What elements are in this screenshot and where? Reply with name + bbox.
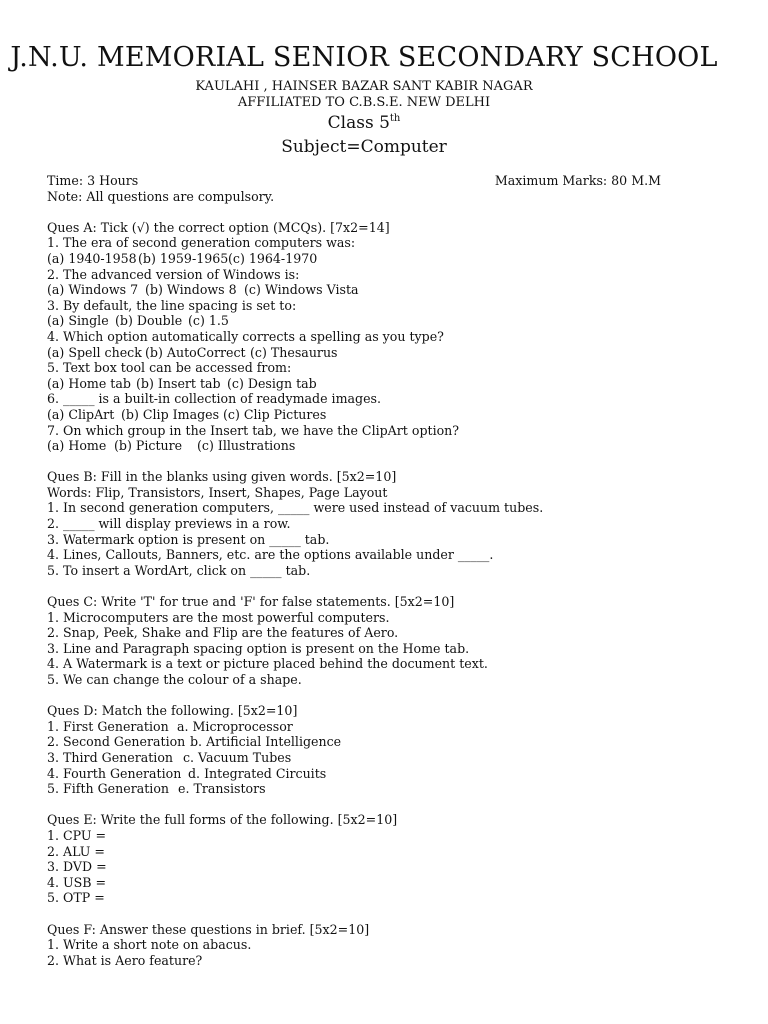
mcq-options <box>47 376 727 392</box>
mcq-option: (c) 1964-1970 <box>228 250 318 266</box>
exam-body <box>47 173 727 968</box>
section-d-heading: Ques D: Match the following. [5x2=10] <box>47 703 298 719</box>
match-left: 2. Second Generation <box>47 734 186 750</box>
full-form-item: 5. OTP = <box>47 890 105 906</box>
mcq-question: 5. Text box tool can be accessed from: <box>47 360 292 376</box>
mcq-option: (a) Home <box>47 438 107 454</box>
short-answer-item: 1. Write a short note on abacus. <box>47 937 252 953</box>
spacer <box>47 454 727 470</box>
word-bank: Words: Flip, Transistors, Insert, Shapes, Page Layout <box>47 484 388 500</box>
section-f-heading: Ques F: Answer these questions in brief. [5x2=10] <box>47 921 370 937</box>
spacer <box>47 906 727 922</box>
match-right: d. Integrated Circuits <box>188 765 327 781</box>
match-left: 4. Fourth Generation <box>47 765 182 781</box>
mcq-option: (c) 1.5 <box>188 313 229 329</box>
mcq-question: 1. The era of second generation computers was: <box>47 235 356 251</box>
match-row <box>47 766 727 782</box>
mcq-option: (a) Home tab <box>47 375 131 391</box>
match-row <box>47 781 727 797</box>
spacer <box>47 578 727 594</box>
fill-blank-item: 5. To insert a WordArt, click on _____ tab. <box>47 562 311 578</box>
fill-blank-item: 1. In second generation computers, _____ were used instead of vacuum tubes. <box>47 500 544 516</box>
match-left: 3. Third Generation <box>47 749 174 765</box>
mcq-option: (b) Double <box>115 313 183 329</box>
fill-blank-item: 4. Lines, Callouts, Banners, etc. are the options available under _____. <box>47 547 494 563</box>
true-false-item: 2. Snap, Peek, Shake and Flip are the features of Aero. <box>47 625 399 641</box>
spacer <box>47 204 727 220</box>
mcq-options <box>47 407 727 423</box>
fill-blank-item: 3. Watermark option is present on _____ tab. <box>47 531 330 547</box>
mcq-option: (a) 1940-1958 <box>47 250 137 266</box>
full-form-item: 3. DVD = <box>47 859 107 875</box>
mcq-option: (c) Thesaurus <box>250 344 338 360</box>
maximum-marks: Maximum Marks: 80 M.M <box>494 173 661 188</box>
subject-title: Subject=Computer <box>281 137 447 157</box>
mcq-option: (b) Windows 8 <box>145 282 237 298</box>
mcq-option: (b) Clip Images <box>121 406 220 422</box>
full-form-item: 2. ALU = <box>47 843 105 859</box>
mcq-option: (b) Picture <box>114 438 183 454</box>
short-answer-item: 2. What is Aero feature? <box>47 952 203 968</box>
mcq-question: 4. Which option automatically corrects a spelling as you type? <box>47 328 444 344</box>
mcq-option: (c) Design tab <box>227 375 317 391</box>
mcq-options <box>47 313 727 329</box>
match-right: c. Vacuum Tubes <box>183 749 292 765</box>
mcq-question: 2. The advanced version of Windows is: <box>47 266 300 282</box>
true-false-item: 4. A Watermark is a text or picture placed behind the document text. <box>47 656 488 672</box>
section-c-heading: Ques C: Write 'T' for true and 'F' for false statements. [5x2=10] <box>47 594 455 610</box>
match-right: b. Artificial Intelligence <box>190 734 342 750</box>
section-a-heading: Ques A: Tick (√) the correct option (MCQs). [7x2=14] <box>47 219 390 235</box>
mcq-option: (b) 1959-1965 <box>138 250 229 266</box>
match-left: 5. Fifth Generation <box>47 781 170 797</box>
true-false-item: 1. Microcomputers are the most powerful computers. <box>47 609 390 625</box>
section-e-heading: Ques E: Write the full forms of the following. [5x2=10] <box>47 812 398 828</box>
mcq-option: (b) Insert tab <box>136 375 221 391</box>
mcq-options <box>47 438 727 454</box>
class-label: Class 5 <box>327 113 390 133</box>
mcq-question: 6. _____ is a built-in collection of readymade images. <box>47 391 382 407</box>
mcq-option: (a) Spell check <box>47 344 142 360</box>
school-address: KAULAHI , HAINSER BAZAR SANT KABIR NAGAR <box>195 79 533 94</box>
class-title <box>0 113 728 133</box>
match-row <box>47 734 727 750</box>
mcq-option: (c) Clip Pictures <box>223 406 327 422</box>
time-allowed: Time: 3 Hours <box>47 173 139 188</box>
exam-note: Note: All questions are compulsory. <box>47 188 275 204</box>
match-row <box>47 719 727 735</box>
mcq-question: 3. By default, the line spacing is set to: <box>47 297 297 313</box>
match-row <box>47 750 727 766</box>
mcq-question: 7. On which group in the Insert tab, we have the ClipArt option? <box>47 422 460 438</box>
true-false-item: 5. We can change the colour of a shape. <box>47 672 302 687</box>
mcq-option: (a) ClipArt <box>47 406 115 422</box>
mcq-option: (b) AutoCorrect <box>145 344 246 360</box>
full-form-item: 1. CPU = <box>47 827 107 843</box>
mcq-options <box>47 345 727 361</box>
true-false-item: 3. Line and Paragraph spacing option is present on the Home tab. <box>47 640 470 656</box>
school-name: J.N.U. MEMORIAL SENIOR SECONDARY SCHOOL <box>10 42 718 73</box>
class-suffix: th <box>389 113 401 124</box>
mcq-options <box>47 282 727 298</box>
spacer <box>47 688 727 704</box>
match-right: e. Transistors <box>178 781 266 797</box>
mcq-option: (c) Illustrations <box>197 438 296 454</box>
mcq-option: (a) Windows 7 <box>47 282 139 298</box>
match-right: a. Microprocessor <box>177 718 293 734</box>
section-b-heading: Ques B: Fill in the blanks using given words. [5x2=10] <box>47 469 397 485</box>
spacer <box>47 797 727 813</box>
mcq-options <box>47 251 727 267</box>
school-affiliation: AFFILIATED TO C.B.S.E. NEW DELHI <box>237 95 491 110</box>
mcq-option: (a) Single <box>47 313 109 329</box>
full-form-item: 4. USB = <box>47 874 107 890</box>
exam-meta-row <box>47 173 661 189</box>
fill-blank-item: 2. _____ will display previews in a row. <box>47 516 291 532</box>
mcq-option: (c) Windows Vista <box>244 282 359 298</box>
match-left: 1. First Generation <box>47 718 169 734</box>
